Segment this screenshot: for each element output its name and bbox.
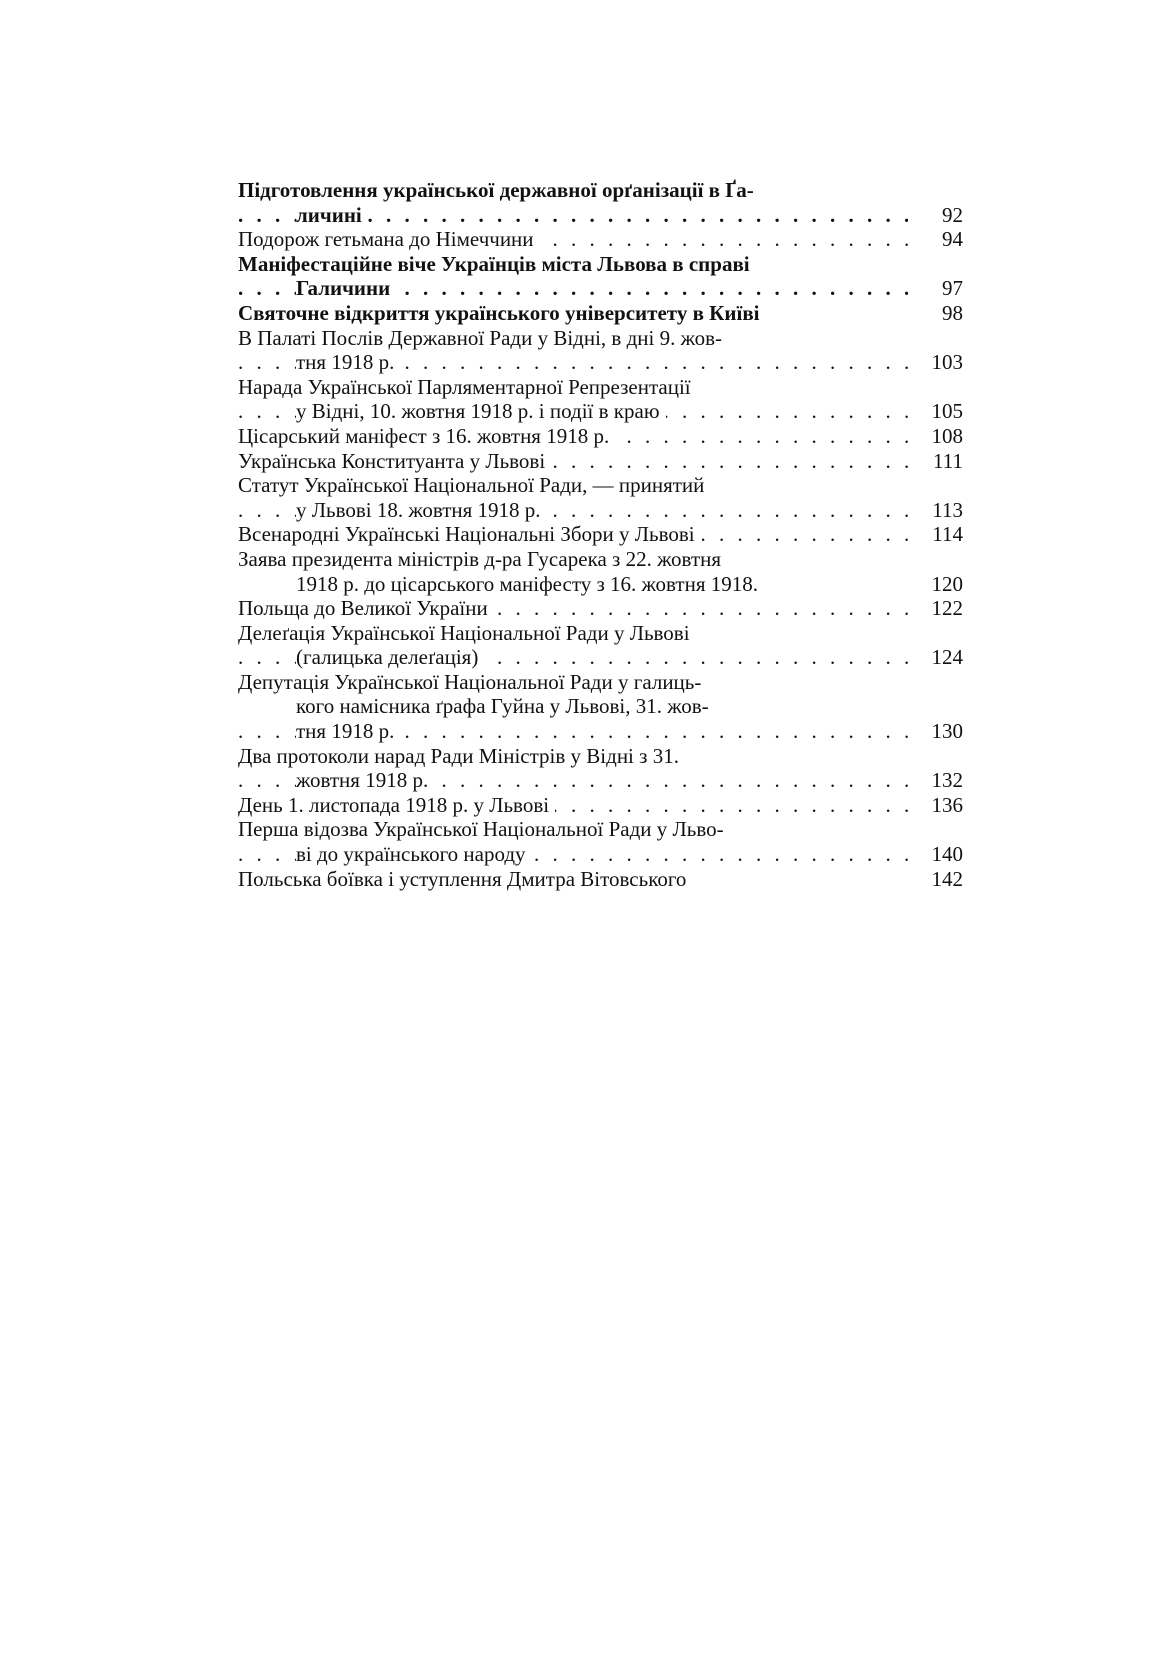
toc-entry-title: Польща до Великої України . . .	[238, 596, 908, 621]
toc-page-number: 111	[933, 448, 963, 473]
toc-entry	[238, 301, 963, 326]
toc-page-number: 105	[931, 399, 963, 424]
toc-entry	[238, 867, 963, 892]
toc-entry	[238, 547, 963, 596]
toc-entry	[238, 473, 963, 522]
toc-page-number: 108	[931, 423, 963, 448]
toc-entry-title-continued: у Львові 18. жовтня 1918 р. . . .	[238, 498, 908, 523]
toc-entry-title: Святочне відкриття українського університету в Київі	[238, 301, 908, 326]
toc-entry	[238, 793, 963, 818]
toc-page-number: 140	[931, 842, 963, 867]
toc-page-number: 124	[931, 645, 963, 670]
toc-entry-title: Статут Української Національної Ради, — принятий	[238, 473, 705, 498]
toc-page-number: 103	[931, 350, 963, 375]
toc-entry	[238, 817, 963, 866]
toc-entry-title-continued: тня 1918 р. . . .	[238, 719, 908, 744]
toc-entry	[238, 178, 963, 227]
toc-entry	[238, 744, 963, 793]
toc-entry-title: День 1. листопада 1918 р. у Львові . . .	[238, 793, 908, 818]
toc-page-number: 98	[942, 300, 963, 325]
toc-page-number: 132	[931, 768, 963, 793]
toc-entry-title: Цісарський маніфест з 16. жовтня 1918 р. . . .	[238, 424, 908, 449]
toc-page-number: 142	[931, 866, 963, 891]
toc-entry-title: Перша відозва Української Національної Ради у Льво-	[238, 817, 724, 842]
toc-entry-title-continued: личині . . .	[238, 203, 908, 228]
toc-page-number: 94	[942, 227, 963, 252]
toc-page-number: 97	[942, 276, 963, 301]
toc-entry-title-continued: Галичини . . .	[238, 276, 908, 301]
toc-entry-title: Польська боївка і уступлення Дмитра Вітовського	[238, 867, 908, 892]
toc-page-number: 92	[942, 202, 963, 227]
toc-entry-title: Всенародні Українські Національні Збори у Львові . . .	[238, 522, 908, 547]
toc-entry	[238, 424, 963, 449]
toc-entry	[238, 252, 963, 301]
toc-entry-title-continued: кого намісника ґрафа Гуйна у Львові, 31. жов-	[296, 694, 709, 719]
toc-entry-title: В Палаті Послів Державної Ради у Відні, в дні 9. жов-	[238, 325, 722, 350]
toc-entry-title: Нарада Української Парляментарної Репрезентації	[238, 374, 691, 399]
toc-entry-title-continued: (галицька делеґація) . . .	[238, 645, 908, 670]
toc-entry	[238, 621, 963, 670]
toc-entry	[238, 596, 963, 621]
toc-entry-title: Два протоколи нарад Ради Міністрів у Відні з 31.	[238, 743, 679, 768]
toc-page-number: 130	[931, 719, 963, 744]
toc-entry	[238, 670, 963, 744]
toc-page-number: 114	[932, 522, 963, 547]
table-of-contents	[238, 178, 963, 891]
toc-page-number: 136	[931, 792, 963, 817]
toc-entry	[238, 326, 963, 375]
toc-entry-title: Українська Конституанта у Львові . . .	[238, 449, 908, 474]
toc-entry-title-continued: тня 1918 р. . . .	[238, 350, 908, 375]
toc-page-number: 120	[931, 571, 963, 596]
toc-entry	[238, 449, 963, 474]
toc-entry-title-continued: ві до українського народу . . .	[238, 842, 908, 867]
toc-entry	[238, 227, 963, 252]
toc-entry-title-continued: жовтня 1918 р. . . .	[238, 768, 908, 793]
toc-entry-title-continued: 1918 р. до цісарського маніфесту з 16. жовтня 1918.	[238, 572, 908, 597]
toc-entry-title: Депутація Української Національної Ради у галиць-	[238, 669, 702, 694]
toc-entry-title: Подорож гетьмана до Німеччини . . .	[238, 227, 908, 252]
toc-entry-title: Делеґація Української Національної Ради у Львові	[238, 620, 690, 645]
toc-page-number: 122	[931, 596, 963, 621]
toc-entry-title: Маніфестаційне віче Українців міста Львова в справі	[238, 251, 750, 276]
toc-entry-title: Заява президента міністрів д-ра Гусарека з 22. жовтня	[238, 546, 722, 571]
toc-entry-title: Підготовлення української державної орґанізації в Ґа-	[238, 178, 754, 202]
toc-page-number: 113	[932, 497, 963, 522]
toc-entry-title-continued: у Відні, 10. жовтня 1918 р. і події в краю . . .	[238, 399, 908, 424]
toc-entry	[238, 522, 963, 547]
toc-entry	[238, 375, 963, 424]
